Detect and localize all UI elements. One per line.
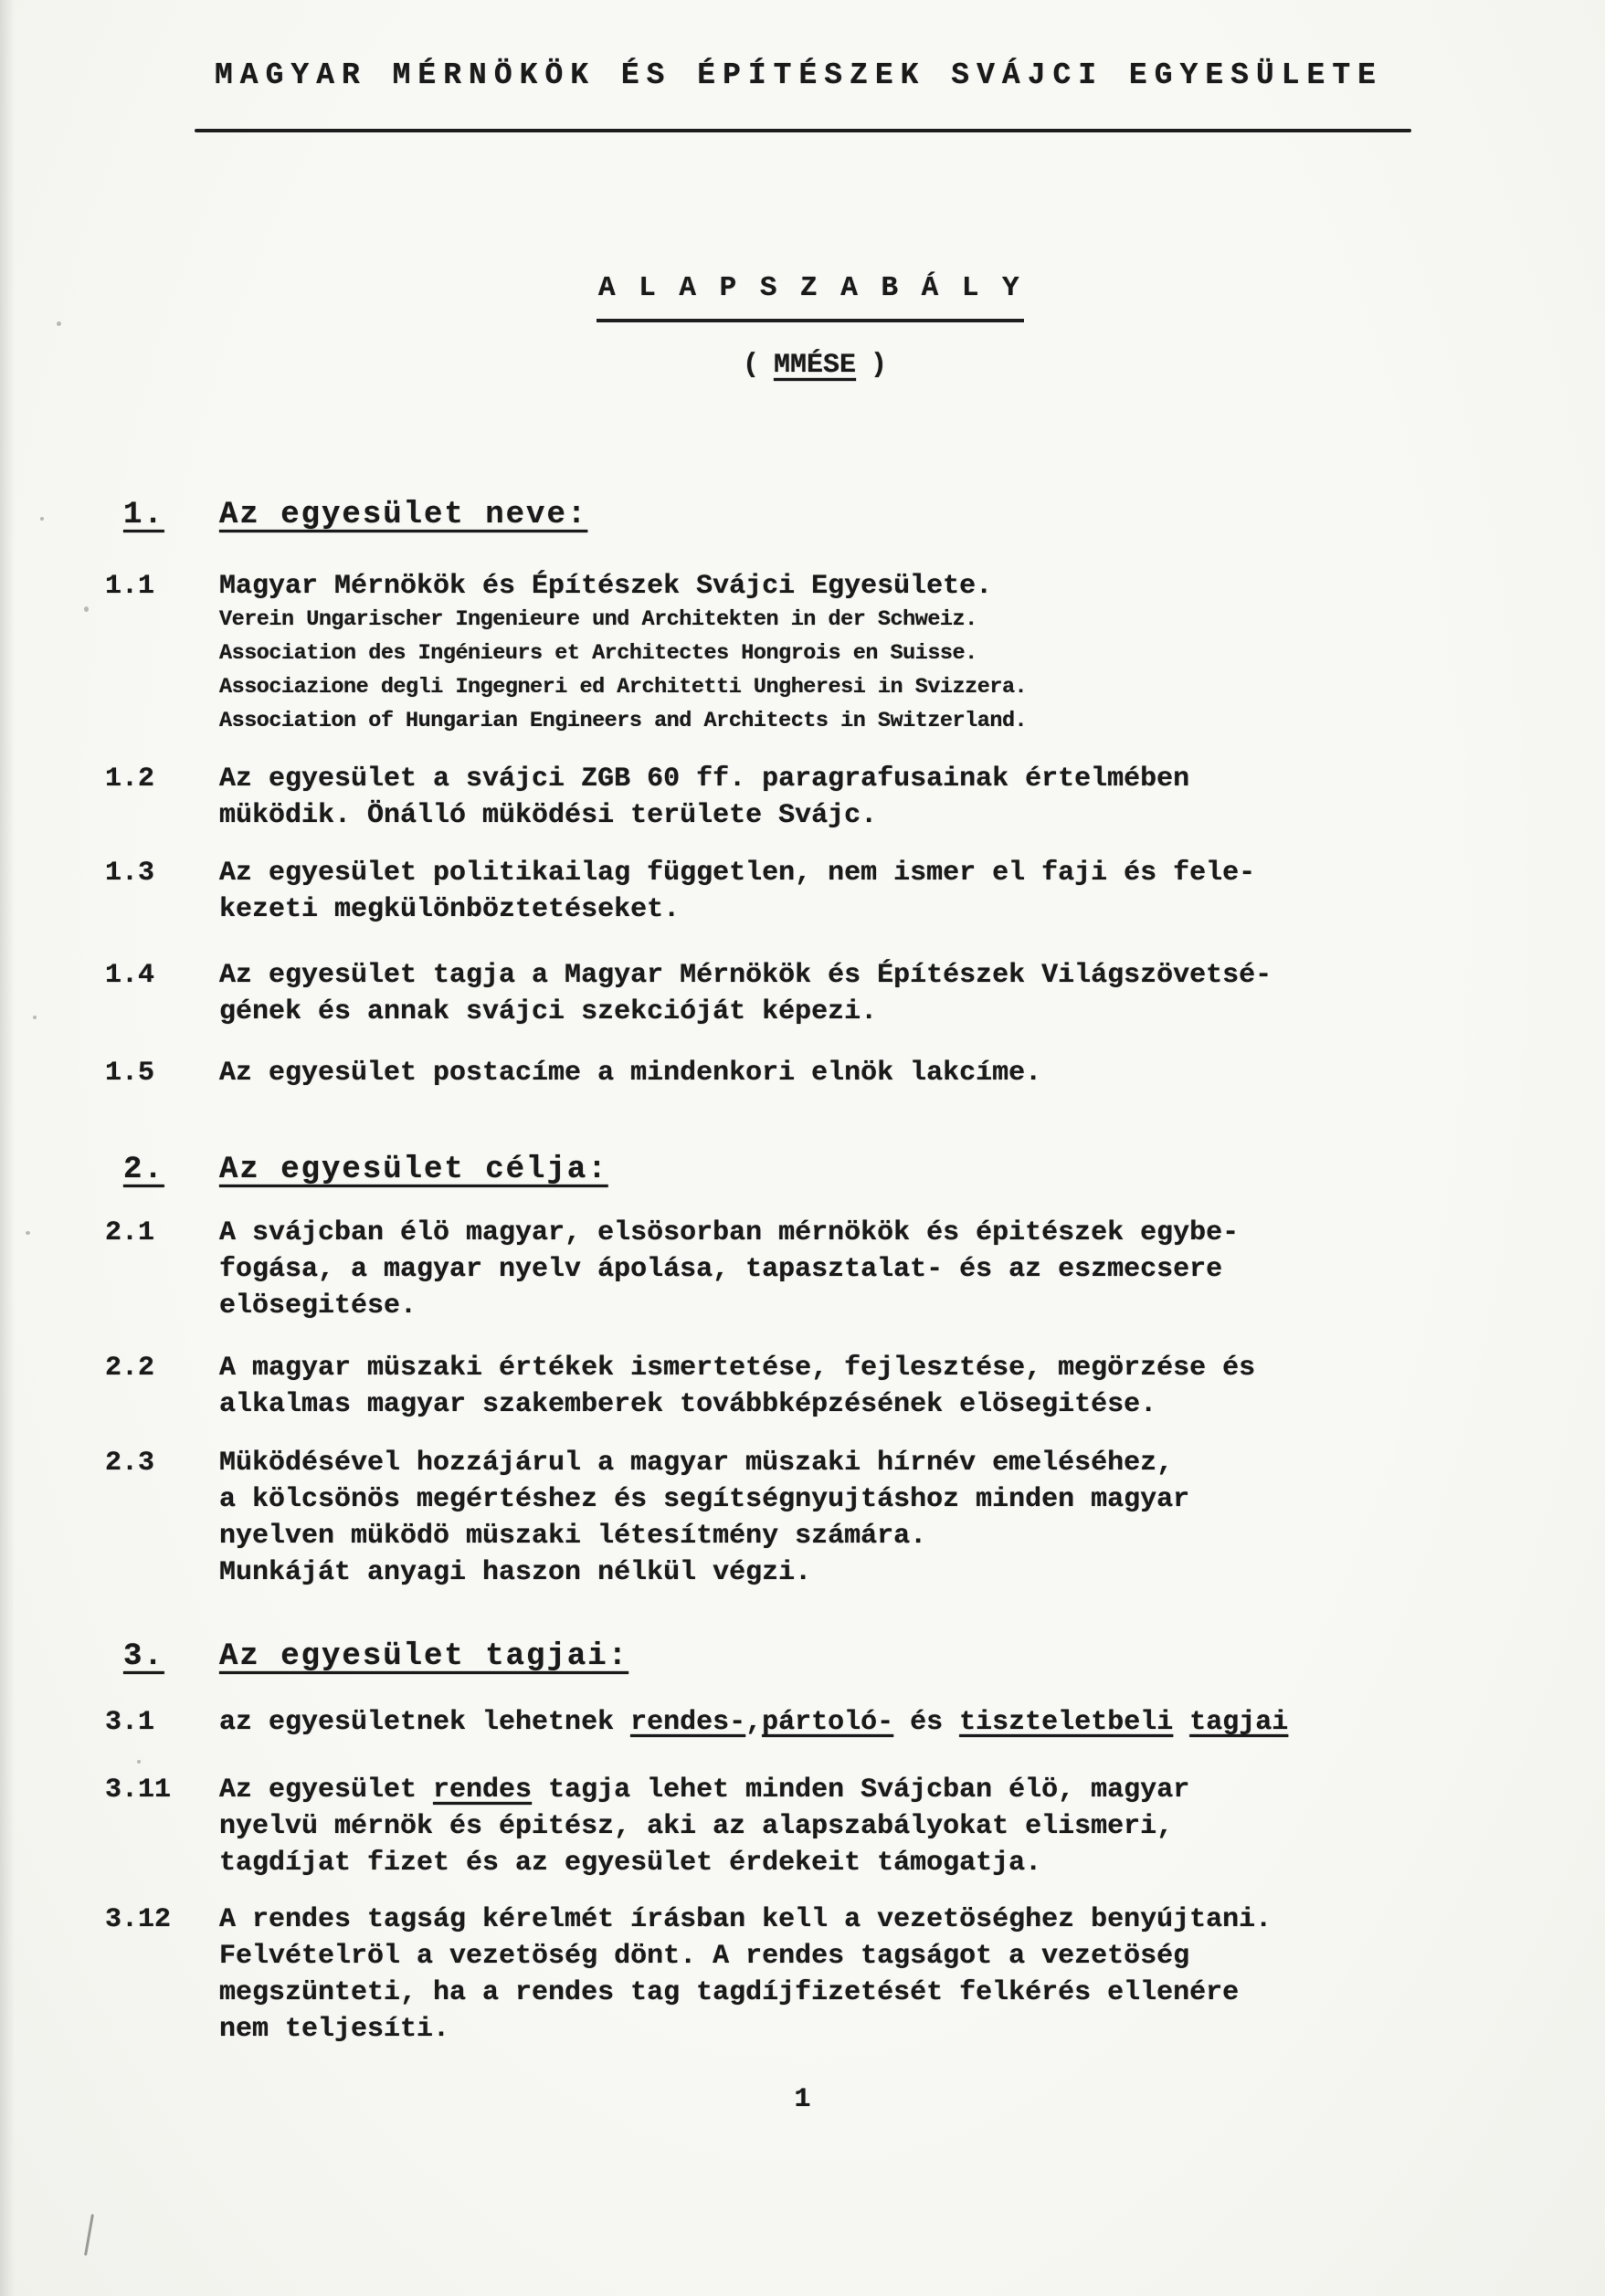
clause-1-4-number: 1.4: [105, 960, 155, 991]
section-3-title: Az egyesület tagjai:: [219, 1639, 629, 1674]
section-2-heading: [123, 1153, 608, 1187]
clause-1-2-number: 1.2: [105, 764, 155, 795]
clause-text-segment: ,: [745, 1707, 763, 1738]
clause-1-1: [105, 568, 1389, 738]
clause-2-2-text: A magyar müszaki értékek ismertetése, fejlesztése, megörzése és alkalmas magyar szakemberek továbbképzésének elösegitése.: [219, 1353, 1256, 1420]
clause-3-1-text: [219, 1704, 1389, 1741]
clause-1-5-text: Az egyesület postacíme a mindenkori elnök lakcíme.: [219, 1058, 1042, 1089]
scan-edge-smudge: [0, 0, 15, 2296]
underlined-term: tagjai: [1189, 1707, 1289, 1738]
section-2-number: 2.: [123, 1153, 164, 1187]
letterhead-rule: [195, 129, 1411, 132]
underlined-term: pártoló-: [762, 1707, 894, 1738]
clause-3-12-text: A rendes tagság kérelmét írásban kell a vezetöséghez benyújtani. Felvételröl a vezetöség dönt. A rendes tagságot a vezetöség megszünteti, ha a rendes tag tagdíjfizetését felkérés ellenére nem teljesíti.: [219, 1904, 1272, 2045]
clause-2-1: [105, 1215, 1389, 1324]
section-1-heading: [123, 498, 587, 532]
clause-1-3-number: 1.3: [105, 858, 155, 889]
section-1-number: 1.: [123, 498, 164, 532]
letterhead-org-name: MAGYAR MÉRNÖKÖK ÉS ÉPÍTÉSZEK SVÁJCI EGYESÜLETE: [215, 58, 1383, 92]
clause-1-2-text: Az egyesület a svájci ZGB 60 ff. paragrafusainak értelmében müködik. Önálló müködési területe Svájc.: [219, 764, 1190, 831]
underlined-term: tiszteletbeli: [959, 1707, 1174, 1738]
clause-1-4-text: Az egyesület tagja a Magyar Mérnökök és Építészek Világszövetsé- gének és annak svájci szekcióját képezi.: [219, 960, 1272, 1027]
clause-1-5: [105, 1055, 1389, 1091]
underlined-term: rendes: [433, 1775, 533, 1806]
document-subtitle: [597, 350, 1033, 381]
scan-artifact: [137, 1760, 141, 1764]
clause-1-4: [105, 957, 1389, 1030]
section-1-title: Az egyesület neve:: [219, 498, 588, 532]
clause-text-segment: az egyesületnek lehetnek: [219, 1707, 631, 1738]
clause-3-12-number: 3.12: [105, 1904, 172, 1935]
clause-3-11-text: [219, 1772, 1389, 1881]
scan-artifact: [84, 2214, 94, 2256]
clause-2-3-number: 2.3: [105, 1448, 155, 1479]
clause-2-3-text: Müködésével hozzájárul a magyar müszaki hírnév emeléséhez, a kölcsönös megértéshez és segítségnyujtáshoz minden magyar nyelven müködö müszaki létesítmény számára. Munkáját anyagi haszon nélkül végzi.: [219, 1448, 1190, 1588]
clause-2-3: [105, 1445, 1389, 1591]
clause-text-segment: tagdíjat fizet és az egyesület érdekeit támogatja.: [219, 1848, 1042, 1879]
scan-artifact: [40, 517, 44, 521]
section-2-title: Az egyesület célja:: [219, 1153, 608, 1187]
clause-3-1: [105, 1704, 1389, 1741]
scan-artifact: [84, 606, 89, 612]
association-name-translations: Verein Ungarischer Ingenieure und Architekten in der Schweiz. Association des Ingénieurs et Architectes Hongrois en Suisse. Associazione degli Ingegneri ed Architetti Ungheresi in Svizzera. Association of Hungarian Engineers and Architects in Switzerland.: [219, 607, 1028, 733]
clause-text-segment: tagja lehet minden Svájcban élö, magyar: [532, 1775, 1190, 1806]
subtitle-paren-close: ): [871, 350, 888, 381]
scan-artifact: [26, 1231, 30, 1235]
clause-text-segment: nyelvü mérnök és épitész, aki az alapszabályokat elismeri,: [219, 1811, 1174, 1842]
clause-1-5-number: 1.5: [105, 1058, 155, 1089]
clause-1-1-number: 1.1: [105, 571, 155, 602]
clause-3-11: [105, 1772, 1389, 1881]
clause-text-segment: Az egyesület: [219, 1775, 434, 1806]
section-3-heading: [123, 1639, 628, 1674]
clause-3-12: [105, 1901, 1389, 2048]
clause-2-1-number: 2.1: [105, 1217, 155, 1248]
clause-text-segment: és: [893, 1707, 960, 1738]
clause-3-11-number: 3.11: [105, 1775, 172, 1806]
document-title: A L A P S Z A B Á L Y: [597, 272, 1024, 322]
scan-artifact: [33, 1016, 37, 1019]
clause-1-3-text: Az egyesület politikailag független, nem ismer el faji és fele- kezeti megkülönböztetéseket.: [219, 858, 1256, 925]
clause-2-2: [105, 1350, 1389, 1423]
clause-1-2: [105, 761, 1389, 834]
page-number: 1: [794, 2084, 811, 2115]
clause-1-1-text: [219, 568, 1389, 738]
org-abbreviation: MMÉSE: [773, 350, 856, 381]
clause-1-3: [105, 855, 1389, 928]
subtitle-paren-open: (: [742, 350, 759, 381]
scan-artifact: [57, 321, 61, 326]
clause-2-2-number: 2.2: [105, 1353, 155, 1384]
association-name-hungarian: Magyar Mérnökök és Építészek Svájci Egyesülete.: [219, 571, 993, 602]
clause-3-1-number: 3.1: [105, 1707, 155, 1738]
underlined-term: rendes-: [630, 1707, 746, 1738]
clause-2-1-text: A svájcban élö magyar, elsösorban mérnökök és épitészek egybe- fogása, a magyar nyelv ápolása, tapasztalat- és az eszmecsere elösegitése.: [219, 1217, 1240, 1322]
section-3-number: 3.: [123, 1639, 164, 1674]
clause-text-segment: [1173, 1707, 1189, 1738]
